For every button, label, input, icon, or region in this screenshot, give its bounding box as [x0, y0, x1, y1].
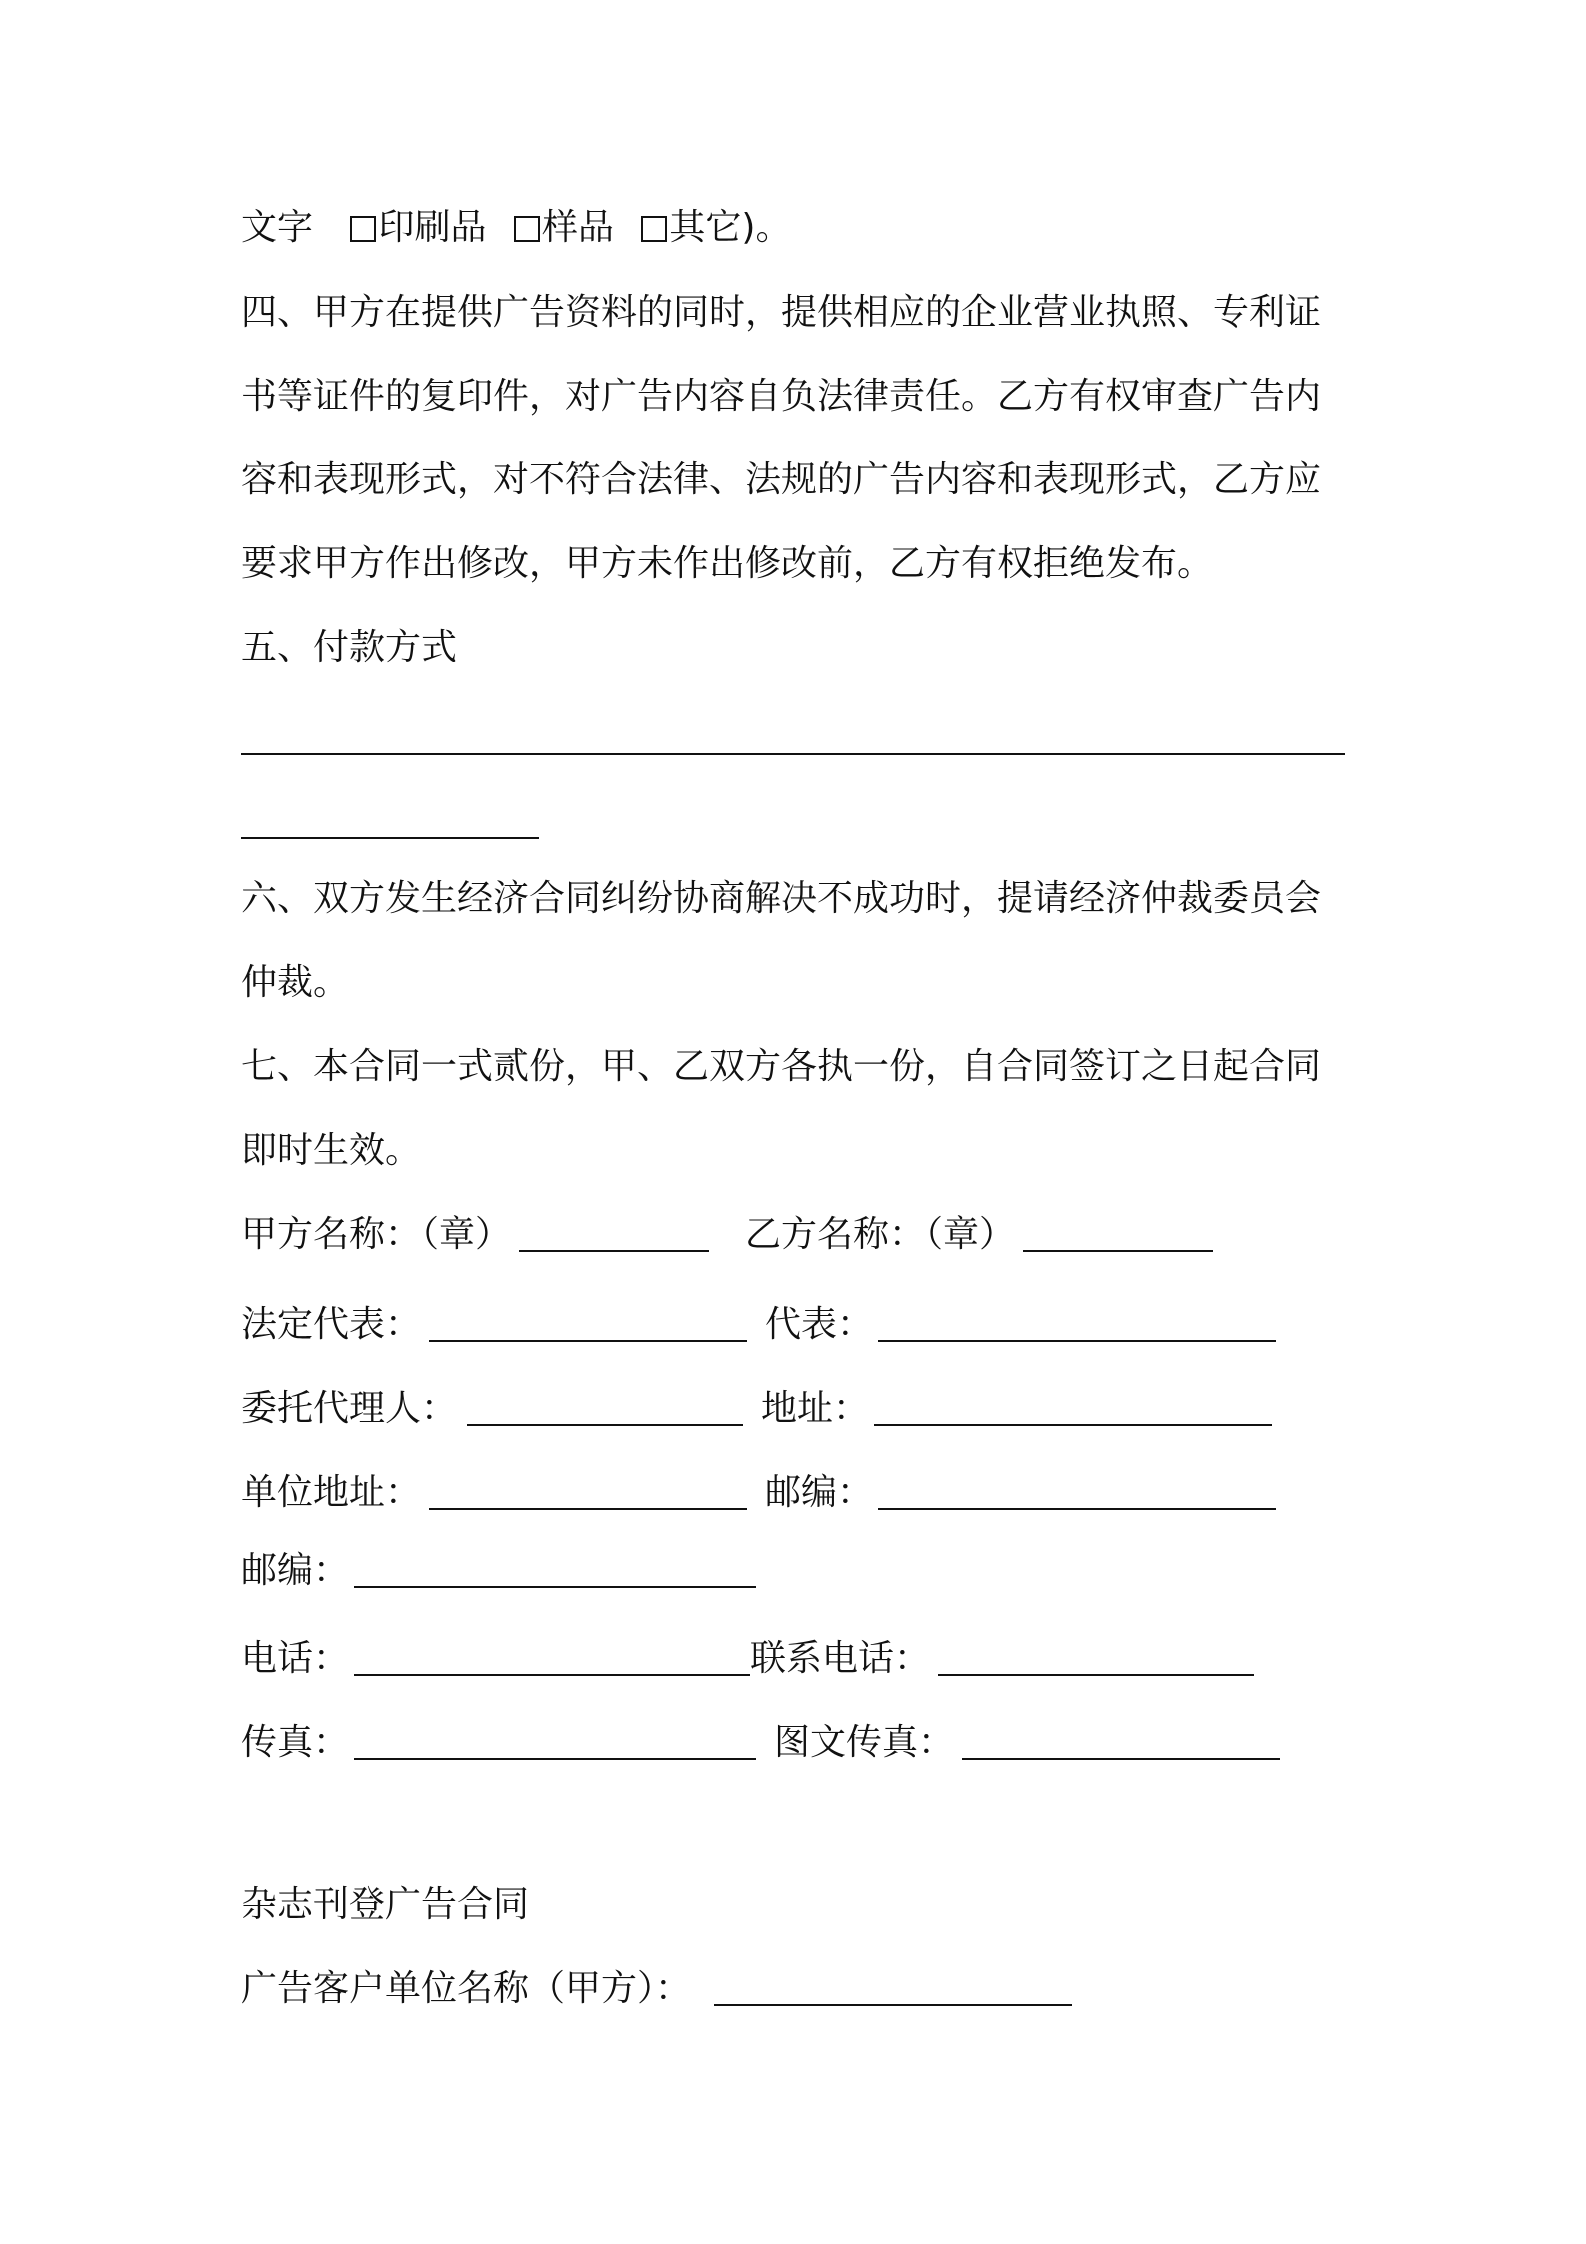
clause-4-line-2: 书等证件的复印件，对广告内容自负法律责任。乙方有权审查广告内: [241, 376, 1322, 417]
contact-phone-label: 联系电话：: [750, 1638, 931, 1679]
material-type-line: [241, 203, 791, 253]
option-sample: 样品: [541, 207, 614, 248]
fax-blank[interactable]: [354, 1758, 756, 1760]
clause-4-line-4: 要求甲方作出修改，甲方未作出修改前，乙方有权拒绝发布。: [241, 543, 1214, 584]
phone-blank[interactable]: [354, 1674, 750, 1676]
postcode-a-label: 邮编：: [241, 1550, 350, 1591]
address-b-blank[interactable]: [874, 1424, 1272, 1426]
checkbox-sample[interactable]: [514, 216, 540, 242]
postcode-b-blank[interactable]: [878, 1508, 1276, 1510]
fax-label: 传真：: [241, 1722, 350, 1763]
graphic-fax-label: 图文传真：: [774, 1722, 955, 1763]
address-b-label: 地址：: [761, 1388, 870, 1429]
postcode-a-blank[interactable]: [354, 1586, 756, 1588]
party-b-name-label: 乙方名称：（章）: [745, 1214, 1016, 1255]
material-type-prefix: 文字: [241, 207, 314, 248]
legal-rep-label: 法定代表：: [241, 1304, 422, 1345]
signature-row-address: [241, 1468, 1276, 1518]
checkbox-printed-matter[interactable]: [350, 216, 376, 242]
clause-4-line-1: 四、甲方在提供广告资料的同时，提供相应的企业营业执照、专利证: [241, 292, 1322, 333]
client-name-row: [241, 1964, 1072, 2014]
graphic-fax-blank[interactable]: [962, 1758, 1280, 1760]
option-other: 其它)。: [669, 207, 792, 248]
signature-row-representative: [241, 1300, 1276, 1350]
party-b-name-blank[interactable]: [1023, 1250, 1213, 1252]
rep-label: 代表：: [765, 1304, 874, 1345]
checkbox-other[interactable]: [641, 216, 667, 242]
postcode-b-label: 邮编：: [765, 1472, 874, 1513]
party-a-name-label: 甲方名称：（章）: [241, 1214, 512, 1255]
agent-label: 委托代理人：: [241, 1388, 458, 1429]
clause-7-line-2: 即时生效。: [241, 1130, 422, 1171]
payment-method-blank-2[interactable]: [241, 837, 539, 839]
client-name-label: 广告客户单位名称（甲方）：: [241, 1968, 692, 2009]
signature-row-postcode: [241, 1546, 756, 1596]
clause-7-line-1: 七、本合同一式贰份，甲、乙双方各执一份，自合同签订之日起合同: [241, 1046, 1322, 1087]
party-a-name-blank[interactable]: [519, 1250, 709, 1252]
option-printed-matter: 印刷品: [378, 207, 487, 248]
payment-method-blank-1[interactable]: [241, 753, 1345, 755]
clause-4-line-3: 容和表现形式，对不符合法律、法规的广告内容和表现形式，乙方应: [241, 459, 1322, 500]
signature-row-fax: [241, 1718, 1280, 1768]
unit-address-label: 单位地址：: [241, 1472, 422, 1513]
contact-phone-blank[interactable]: [938, 1674, 1254, 1676]
next-contract-title: 杂志刊登广告合同: [241, 1884, 530, 1925]
unit-address-blank[interactable]: [429, 1508, 747, 1510]
legal-rep-blank[interactable]: [429, 1340, 747, 1342]
clause-6-line-2: 仲裁。: [241, 962, 350, 1003]
signature-row-phone: [241, 1634, 1254, 1684]
clause-5-heading: 五、付款方式: [241, 627, 458, 668]
signature-row-names: [241, 1210, 1213, 1260]
clause-6-line-1: 六、双方发生经济合同纠纷协商解决不成功时，提请经济仲裁委员会: [241, 878, 1322, 919]
agent-blank[interactable]: [467, 1424, 743, 1426]
rep-blank[interactable]: [878, 1340, 1276, 1342]
client-name-blank[interactable]: [714, 2004, 1072, 2006]
phone-label: 电话：: [241, 1638, 350, 1679]
signature-row-agent: [241, 1384, 1272, 1434]
